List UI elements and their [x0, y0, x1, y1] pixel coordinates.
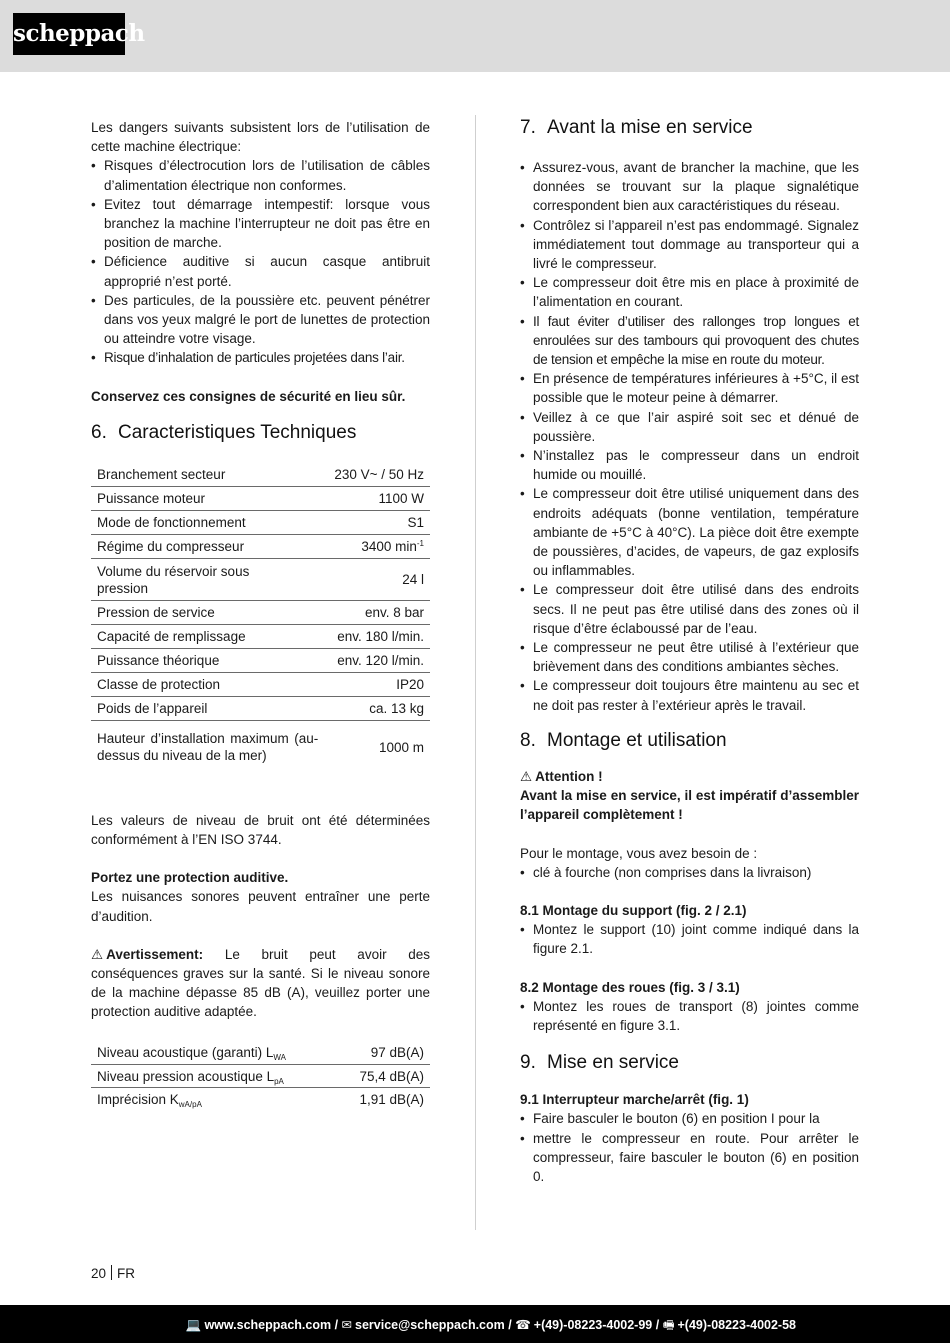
- footer-website[interactable]: www.scheppach.com: [204, 1318, 332, 1332]
- table-row: [91, 559, 430, 601]
- specs-table: [91, 463, 430, 773]
- footer-separator: /: [652, 1318, 663, 1332]
- hearing-protection-text: Les nuisances sonores peuvent entraîner une perte d’audition.: [91, 889, 430, 924]
- spec-value: env. 8 bar: [364, 605, 424, 621]
- spec-label: Classe de protection: [97, 677, 221, 693]
- section-title: Montage et utilisation: [547, 729, 727, 751]
- spec-value-exponent: -1: [416, 539, 424, 549]
- section-6-heading: [91, 421, 430, 445]
- attention-label-text: Attention !: [535, 768, 603, 784]
- page-number-value: 20: [91, 1266, 107, 1281]
- page-number: [91, 1265, 135, 1281]
- table-row: [91, 463, 430, 487]
- spec-label: Hauteur d’installation maximum (au-dessus du niveau de la mer): [97, 731, 319, 764]
- dangers-list: [91, 156, 430, 367]
- scheppach-logo: scheppach: [13, 13, 125, 55]
- noise-value: 75,4 dB(A): [359, 1068, 424, 1084]
- noise-label-subscript: pA: [274, 1076, 284, 1086]
- left-column: [91, 118, 430, 1111]
- noise-intro: Les valeurs de niveau de bruit ont été déterminées conformément à l’EN ISO 3744.: [91, 812, 430, 848]
- list-item: • Des particules, de la poussière etc. peuvent pénétrer dans vos yeux malgré le port de lunettes de protection ou atteindre votre visage.: [91, 291, 430, 349]
- section-7-heading: [520, 116, 859, 140]
- footer-email[interactable]: service@scheppach.com: [355, 1318, 505, 1332]
- table-row: [91, 1042, 430, 1065]
- spec-value: S1: [407, 515, 424, 531]
- noise-label: [91, 1065, 336, 1088]
- attention-text: Avant la mise en service, il est impératif d’assembler l’appareil complètement !: [520, 788, 859, 823]
- subsection-8-2-heading: 8.2 Montage des roues (fig. 3 / 3.1): [520, 979, 740, 995]
- column-divider: [475, 115, 476, 1230]
- list-item: • Risque d’inhalation de particules projetées dans l’air.: [91, 348, 430, 367]
- page-number-divider: [111, 1265, 112, 1280]
- noise-label-text: Niveau pression acoustique L: [97, 1068, 275, 1084]
- table-row: [91, 721, 430, 773]
- spec-label: Volume du réservoir sous pression: [97, 563, 250, 596]
- list-item: • Contrôlez si l’appareil n’est pas endommagé. Signalez immédiatement tout dommage au transporteur qui a livré le compresseur.: [520, 216, 859, 274]
- spec-label: Poids de l’appareil: [97, 701, 208, 717]
- list-item: • Le compresseur doit toujours être maintenu au sec et ne doit pas rester à l’extérieur après le travail.: [520, 676, 859, 714]
- list-item: • Le compresseur doit être utilisé dans des endroits secs. Il ne peut pas être utilisé dans des zones où il risque d’être éclaboussé par de l’eau.: [520, 580, 859, 638]
- subsection-8-1-list: [520, 920, 859, 958]
- subsection-9-1-list: [520, 1109, 859, 1186]
- subsection-9-1-heading: 9.1 Interrupteur marche/arrêt (fig. 1): [520, 1092, 749, 1108]
- table-row: [91, 625, 430, 649]
- list-item: • Faire basculer le bouton (6) en position I pour la: [520, 1109, 859, 1128]
- fax-icon: 🖷: [662, 1318, 675, 1332]
- list-item: • Le compresseur ne peut être utilisé à l’extérieur que brièvement dans des conditions ambiantes sèches.: [520, 638, 859, 676]
- section-number: 8.: [520, 729, 536, 751]
- list-item: • Risques d’électrocution lors de l’utilisation de câbles d’alimentation électrique non conformes.: [91, 156, 430, 194]
- spec-value: 1100 W: [378, 491, 424, 507]
- list-item: • Le compresseur doit être utilisé uniquement dans des endroits adéquats (bonne ventilation, température ambiante de +5°C à 40°C). La pièce doit être exempte de poussières, d’acides, de vapeurs, de gaz explosifs ou inflammables.: [520, 484, 859, 580]
- spec-label: Puissance moteur: [97, 491, 206, 507]
- spec-label: Pression de service: [97, 605, 215, 621]
- table-row: [91, 601, 430, 625]
- spec-value: IP20: [396, 677, 424, 693]
- spec-value: env. 180 l/min.: [337, 629, 424, 645]
- footer-phone: +(49)-08223-4002-99: [533, 1318, 653, 1332]
- table-row: [91, 511, 430, 535]
- spec-value-text: 3400 min: [361, 539, 417, 555]
- warning-text: Le bruit peut avoir des conséquences graves sur la santé. Si le niveau sonore de la machine dépasse 85 dB (A), veuillez porter une protection auditive adaptée.: [91, 946, 430, 1020]
- spec-label: Mode de fonctionnement: [97, 515, 246, 531]
- mount-intro: Pour le montage, vous avez besoin de :: [520, 845, 758, 861]
- page-header: [0, 0, 950, 72]
- list-item: • Evitez tout démarrage intempestif: lorsque vous branchez la machine l’interrupteur ne doit pas être en position de marche.: [91, 195, 430, 253]
- noise-label-text: Imprécision K: [97, 1091, 179, 1107]
- section-title: Caracteristiques Techniques: [118, 421, 357, 443]
- right-column: [520, 116, 859, 1186]
- section-number: 6.: [91, 421, 107, 443]
- attention-label: [520, 767, 859, 786]
- list-item: • mettre le compresseur en route. Pour arrêter le compresseur, faire basculer le bouton (6) en position 0.: [520, 1129, 859, 1187]
- page-footer: [0, 1305, 950, 1343]
- spec-label: Capacité de remplissage: [97, 629, 246, 645]
- warning-triangle-icon: ⚠: [91, 946, 104, 962]
- spec-value: 24 l: [402, 572, 424, 588]
- page-language: FR: [117, 1266, 136, 1281]
- table-row: [91, 1065, 430, 1088]
- warning-label: Avertissement:: [106, 946, 204, 962]
- list-item: • En présence de températures inférieures à +5°C, il est possible que le moteur peine à démarrer.: [520, 369, 859, 407]
- computer-icon: 💻: [185, 1318, 202, 1332]
- table-row: [91, 649, 430, 673]
- spec-label: Régime du compresseur: [97, 539, 245, 555]
- table-row: [91, 487, 430, 511]
- spec-label: Puissance théorique: [97, 653, 220, 669]
- spec-value: [328, 535, 430, 559]
- section-number: 9.: [520, 1052, 536, 1074]
- hearing-protection-title: Portez une protection auditive.: [91, 870, 289, 886]
- spec-value: ca. 13 kg: [369, 701, 424, 717]
- footer-separator: /: [504, 1318, 516, 1332]
- phone-icon: ☎: [515, 1318, 531, 1332]
- section-title: Avant la mise en service: [547, 117, 753, 138]
- noise-label-text: Niveau acoustique (garanti) L: [97, 1045, 274, 1061]
- footer-fax: +(49)-08223-4002-58: [677, 1318, 796, 1332]
- spec-value: env. 120 l/min.: [337, 653, 424, 669]
- table-row: [91, 697, 430, 721]
- noise-label: [91, 1042, 336, 1065]
- noise-label: [91, 1088, 336, 1111]
- noise-label-subscript: wA/pA: [178, 1099, 202, 1109]
- spec-value: 230 V~ / 50 Hz: [334, 467, 424, 483]
- table-row: [91, 535, 430, 559]
- table-row: [91, 1088, 430, 1111]
- subsection-8-1-heading: 8.1 Montage du support (fig. 2 / 2.1): [520, 902, 747, 918]
- noise-value: 1,91 dB(A): [359, 1091, 424, 1107]
- mount-tools-list: [520, 863, 859, 882]
- noise-table: [91, 1042, 430, 1111]
- subsection-8-2-list: [520, 997, 859, 1035]
- noise-value: 97 dB(A): [370, 1045, 424, 1061]
- table-row: [91, 673, 430, 697]
- dangers-intro: Les dangers suivants subsistent lors de l’utilisation de cette machine électrique:: [91, 120, 430, 155]
- section-8-heading: [520, 729, 859, 753]
- before-startup-list: [520, 158, 859, 715]
- section-number: 7.: [520, 117, 536, 138]
- noise-label-subscript: WA: [273, 1053, 286, 1063]
- list-item: • Assurez-vous, avant de brancher la machine, que les données se trouvant sur la plaque signalétique correspondent bien aux caractéristiques du réseau.: [520, 158, 859, 216]
- section-9-heading: [520, 1051, 859, 1075]
- list-item: • Il faut éviter d’utiliser des rallonges trop longues et enroulées sur des tambours qui provoquent des chutes de tension et empêche la mise en route du moteur.: [520, 312, 859, 370]
- list-item: • Montez le support (10) joint comme indiqué dans la figure 2.1.: [520, 920, 859, 958]
- footer-contacts: [186, 1316, 796, 1337]
- section-title: Mise en service: [547, 1052, 679, 1074]
- warning-triangle-icon: ⚠: [520, 768, 533, 784]
- list-item: • Déficience auditive si aucun casque antibruit approprié n’est porté.: [91, 252, 430, 290]
- spec-value: 1000 m: [378, 739, 424, 755]
- spec-label: Branchement secteur: [97, 467, 226, 483]
- list-item: • N’installez pas le compresseur dans un endroit humide ou mouillé.: [520, 446, 859, 484]
- noise-warning: [91, 945, 430, 1022]
- email-icon: ✉: [341, 1318, 352, 1332]
- footer-separator: /: [331, 1318, 342, 1332]
- list-item: • Montez les roues de transport (8) jointes comme représenté en figure 3.1.: [520, 997, 859, 1035]
- list-item: • Le compresseur doit être mis en place à proximité de l’alimentation en courant.: [520, 273, 859, 311]
- list-item: • clé à fourche (non comprises dans la livraison): [520, 863, 859, 882]
- list-item: • Veillez à ce que l’air aspiré soit sec et dénué de poussière.: [520, 408, 859, 446]
- keep-safe-note: Conservez ces consignes de sécurité en lieu sûr.: [91, 388, 406, 404]
